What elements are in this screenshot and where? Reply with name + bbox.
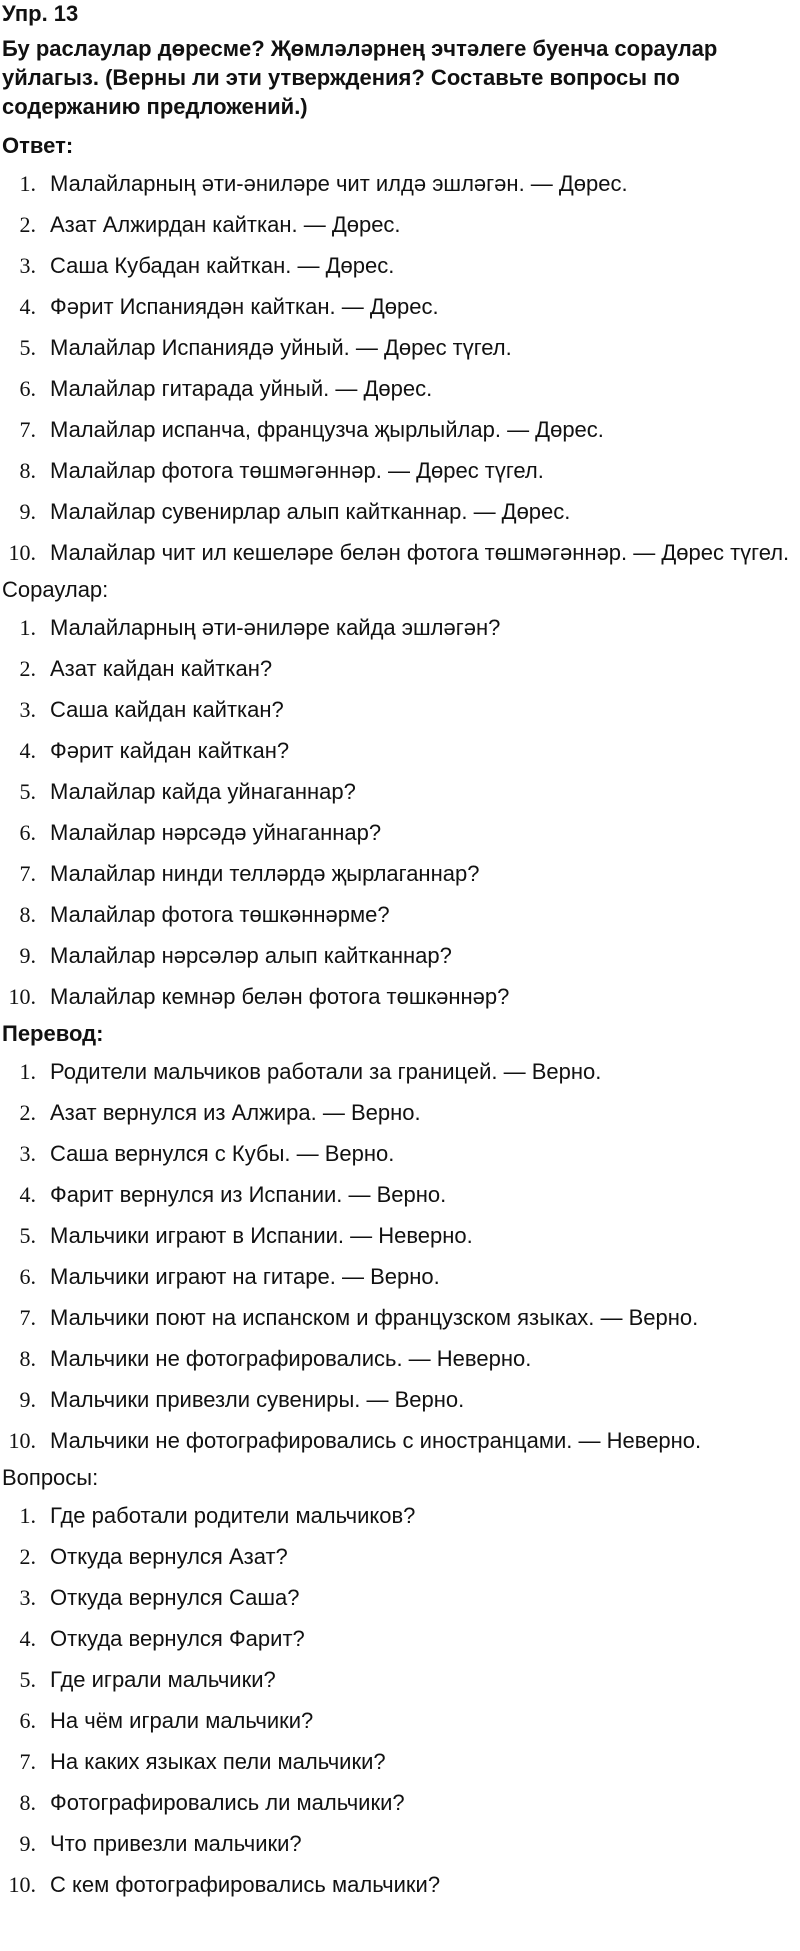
list-item bbox=[2, 853, 792, 894]
list-item-text: Мальчики играют в Испании. — Неверно. bbox=[50, 1223, 473, 1248]
list-item-text: Саша Кубадан кайткан. — Дөрес. bbox=[50, 253, 395, 278]
list-item-number: 6 . bbox=[2, 812, 50, 846]
list-item bbox=[2, 812, 792, 853]
list-item-number: 4 . bbox=[2, 1618, 50, 1652]
list-item-number: 3 . bbox=[2, 1133, 50, 1167]
list-item-number: 7 . bbox=[2, 853, 50, 887]
list-item-number: 3 . bbox=[2, 689, 50, 723]
list-item-text: Малайлар нинди телләрдә җырлаганнар? bbox=[50, 861, 480, 886]
list-item bbox=[2, 771, 792, 812]
list-item bbox=[2, 1577, 792, 1618]
list-item bbox=[2, 327, 792, 368]
numbered-list bbox=[2, 607, 792, 1017]
list-item-number: 4 . bbox=[2, 1174, 50, 1208]
list-item-number: 1 . bbox=[2, 1051, 50, 1085]
list-item-text: Азат кайдан кайткан? bbox=[50, 656, 273, 681]
section-heading: Ответ: bbox=[2, 133, 74, 158]
list-item bbox=[2, 1782, 792, 1823]
list-item-number: 10 . bbox=[2, 1864, 50, 1898]
list-item-text: Малайлар кемнәр белән фотога төшкәннәр? bbox=[50, 984, 510, 1009]
sections-container bbox=[2, 129, 792, 1905]
list-item-text: Саша вернулся с Кубы. — Верно. bbox=[50, 1141, 395, 1166]
list-item bbox=[2, 204, 792, 245]
list-item-text: Саша кайдан кайткан? bbox=[50, 697, 284, 722]
list-item-number: 10 . bbox=[2, 532, 50, 566]
list-item bbox=[2, 1700, 792, 1741]
list-item bbox=[2, 245, 792, 286]
list-item-text: Откуда вернулся Саша? bbox=[50, 1585, 300, 1610]
list-item-number: 5 . bbox=[2, 327, 50, 361]
list-item-text: Откуда вернулся Азат? bbox=[50, 1544, 288, 1569]
list-item bbox=[2, 368, 792, 409]
list-item-text: Где работали родители мальчиков? bbox=[50, 1503, 416, 1528]
list-item-text: Малайлар гитарада уйный. — Дөрес. bbox=[50, 376, 433, 401]
list-item-number: 9 . bbox=[2, 935, 50, 969]
numbered-list bbox=[2, 1495, 792, 1905]
list-item bbox=[2, 730, 792, 771]
questions-tatar-section bbox=[2, 573, 792, 1017]
list-item-number: 2 . bbox=[2, 1536, 50, 1570]
list-item-number: 9 . bbox=[2, 1823, 50, 1857]
list-item-text: Малайлар фотога төшкәннәрме? bbox=[50, 902, 390, 927]
list-item-text: Малайлар испанча, французча җырлыйлар. — Дөрес. bbox=[50, 417, 604, 442]
list-item bbox=[2, 163, 792, 204]
list-item-text: Азат Алжирдан кайткан. — Дөрес. bbox=[50, 212, 401, 237]
list-item bbox=[2, 1536, 792, 1577]
numbered-list bbox=[2, 1051, 792, 1461]
list-item bbox=[2, 935, 792, 976]
list-item-number: 5 . bbox=[2, 771, 50, 805]
list-item bbox=[2, 1741, 792, 1782]
list-item-text: Мальчики поют на испанском и французском языках. — Верно. bbox=[50, 1305, 699, 1330]
list-item-text: Мальчики не фотографировались с иностранцами. — Неверно. bbox=[50, 1428, 702, 1453]
list-item-number: 10 . bbox=[2, 976, 50, 1010]
list-item-number: 6 . bbox=[2, 368, 50, 402]
list-item-number: 8 . bbox=[2, 450, 50, 484]
answer-section bbox=[2, 129, 792, 573]
list-item-number: 2 . bbox=[2, 204, 50, 238]
list-item bbox=[2, 894, 792, 935]
list-item-number: 7 . bbox=[2, 1741, 50, 1775]
list-item-number: 5 . bbox=[2, 1215, 50, 1249]
section-heading: Сораулар: bbox=[2, 577, 109, 602]
list-item-number: 1 . bbox=[2, 163, 50, 197]
list-item-number: 5 . bbox=[2, 1659, 50, 1693]
exercise-title: Упр. 13 bbox=[2, 1, 79, 26]
list-item bbox=[2, 1379, 792, 1420]
list-item-text: Мальчики не фотографировались. — Неверно. bbox=[50, 1346, 532, 1371]
list-item-text: Малайлар сувенирлар алып кайтканнар. — Дөрес. bbox=[50, 499, 571, 524]
list-item bbox=[2, 976, 792, 1017]
list-item-number: 9 . bbox=[2, 1379, 50, 1413]
list-item-number: 2 . bbox=[2, 1092, 50, 1126]
list-item bbox=[2, 409, 792, 450]
list-item bbox=[2, 1051, 792, 1092]
list-item bbox=[2, 1338, 792, 1379]
list-item-text: Малайларның әти-әниләре чит илдә эшләгән. — Дөрес. bbox=[50, 171, 628, 196]
list-item-number: 10 . bbox=[2, 1420, 50, 1454]
list-item bbox=[2, 1256, 792, 1297]
list-item-number: 4 . bbox=[2, 286, 50, 320]
list-item-number: 8 . bbox=[2, 1782, 50, 1816]
translation-section bbox=[2, 1017, 792, 1461]
list-item bbox=[2, 1495, 792, 1536]
list-item-text: На чём играли мальчики? bbox=[50, 1708, 314, 1733]
list-item bbox=[2, 450, 792, 491]
list-item-text: Малайлар нәрсәдә уйнаганнар? bbox=[50, 820, 382, 845]
list-item-number: 7 . bbox=[2, 1297, 50, 1331]
list-item-text: Малайлар кайда уйнаганнар? bbox=[50, 779, 356, 804]
numbered-list bbox=[2, 163, 792, 573]
list-item-text: Откуда вернулся Фарит? bbox=[50, 1626, 305, 1651]
list-item bbox=[2, 1864, 792, 1905]
list-item-text: На каких языках пели мальчики? bbox=[50, 1749, 386, 1774]
list-item bbox=[2, 648, 792, 689]
list-item bbox=[2, 286, 792, 327]
list-item-text: Малайлар Испаниядә уйный. — Дөрес түгел. bbox=[50, 335, 512, 360]
list-item-number: 6 . bbox=[2, 1700, 50, 1734]
list-item-number: 1 . bbox=[2, 607, 50, 641]
list-item-text: Малайлар чит ил кешеләре белән фотога төшмәгәннәр. — Дөрес түгел. bbox=[50, 540, 790, 565]
list-item bbox=[2, 1618, 792, 1659]
list-item-text: Мальчики играют на гитаре. — Верно. bbox=[50, 1264, 440, 1289]
list-item bbox=[2, 491, 792, 532]
list-item-text: Фәрит кайдан кайткан? bbox=[50, 738, 290, 763]
list-item-text: Азат вернулся из Алжира. — Верно. bbox=[50, 1100, 421, 1125]
exercise-task: Бу раслаулар дөресме? Җөмләләрнең эчтәлеге буенча сораулар уйлагыз. (Верны ли эти утверждения? Составьте вопросы по содержанию предложений.) bbox=[2, 36, 718, 119]
list-item bbox=[2, 607, 792, 648]
section-heading: Перевод: bbox=[2, 1021, 104, 1046]
list-item-number: 8 . bbox=[2, 1338, 50, 1372]
list-item-number: 3 . bbox=[2, 1577, 50, 1611]
list-item bbox=[2, 689, 792, 730]
list-item-number: 7 . bbox=[2, 409, 50, 443]
list-item bbox=[2, 1420, 792, 1461]
list-item-number: 9 . bbox=[2, 491, 50, 525]
list-item-number: 1 . bbox=[2, 1495, 50, 1529]
list-item-text: Фарит вернулся из Испании. — Верно. bbox=[50, 1182, 447, 1207]
list-item-text: Мальчики привезли сувениры. — Верно. bbox=[50, 1387, 465, 1412]
list-item-text: С кем фотографировались мальчики? bbox=[50, 1872, 441, 1897]
list-item bbox=[2, 1297, 792, 1338]
list-item-text: Где играли мальчики? bbox=[50, 1667, 276, 1692]
list-item-text: Родители мальчиков работали за границей. — Верно. bbox=[50, 1059, 602, 1084]
list-item-text: Фәрит Испаниядән кайткан. — Дөрес. bbox=[50, 294, 439, 319]
list-item bbox=[2, 1174, 792, 1215]
section-heading: Вопросы: bbox=[2, 1465, 99, 1490]
list-item bbox=[2, 532, 792, 573]
list-item-text: Малайларның әти-әниләре кайда эшләгән? bbox=[50, 615, 501, 640]
list-item-number: 4 . bbox=[2, 730, 50, 764]
questions-russian-section bbox=[2, 1461, 792, 1905]
list-item-text: Фотографировались ли мальчики? bbox=[50, 1790, 405, 1815]
list-item bbox=[2, 1092, 792, 1133]
list-item-number: 2 . bbox=[2, 648, 50, 682]
list-item bbox=[2, 1823, 792, 1864]
list-item bbox=[2, 1133, 792, 1174]
list-item-number: 6 . bbox=[2, 1256, 50, 1290]
list-item-text: Малайлар фотога төшмәгәннәр. — Дөрес түгел. bbox=[50, 458, 544, 483]
list-item-text: Малайлар нәрсәләр алып кайтканнар? bbox=[50, 943, 452, 968]
list-item-number: 3 . bbox=[2, 245, 50, 279]
list-item bbox=[2, 1215, 792, 1256]
list-item bbox=[2, 1659, 792, 1700]
list-item-text: Что привезли мальчики? bbox=[50, 1831, 302, 1856]
list-item-number: 8 . bbox=[2, 894, 50, 928]
